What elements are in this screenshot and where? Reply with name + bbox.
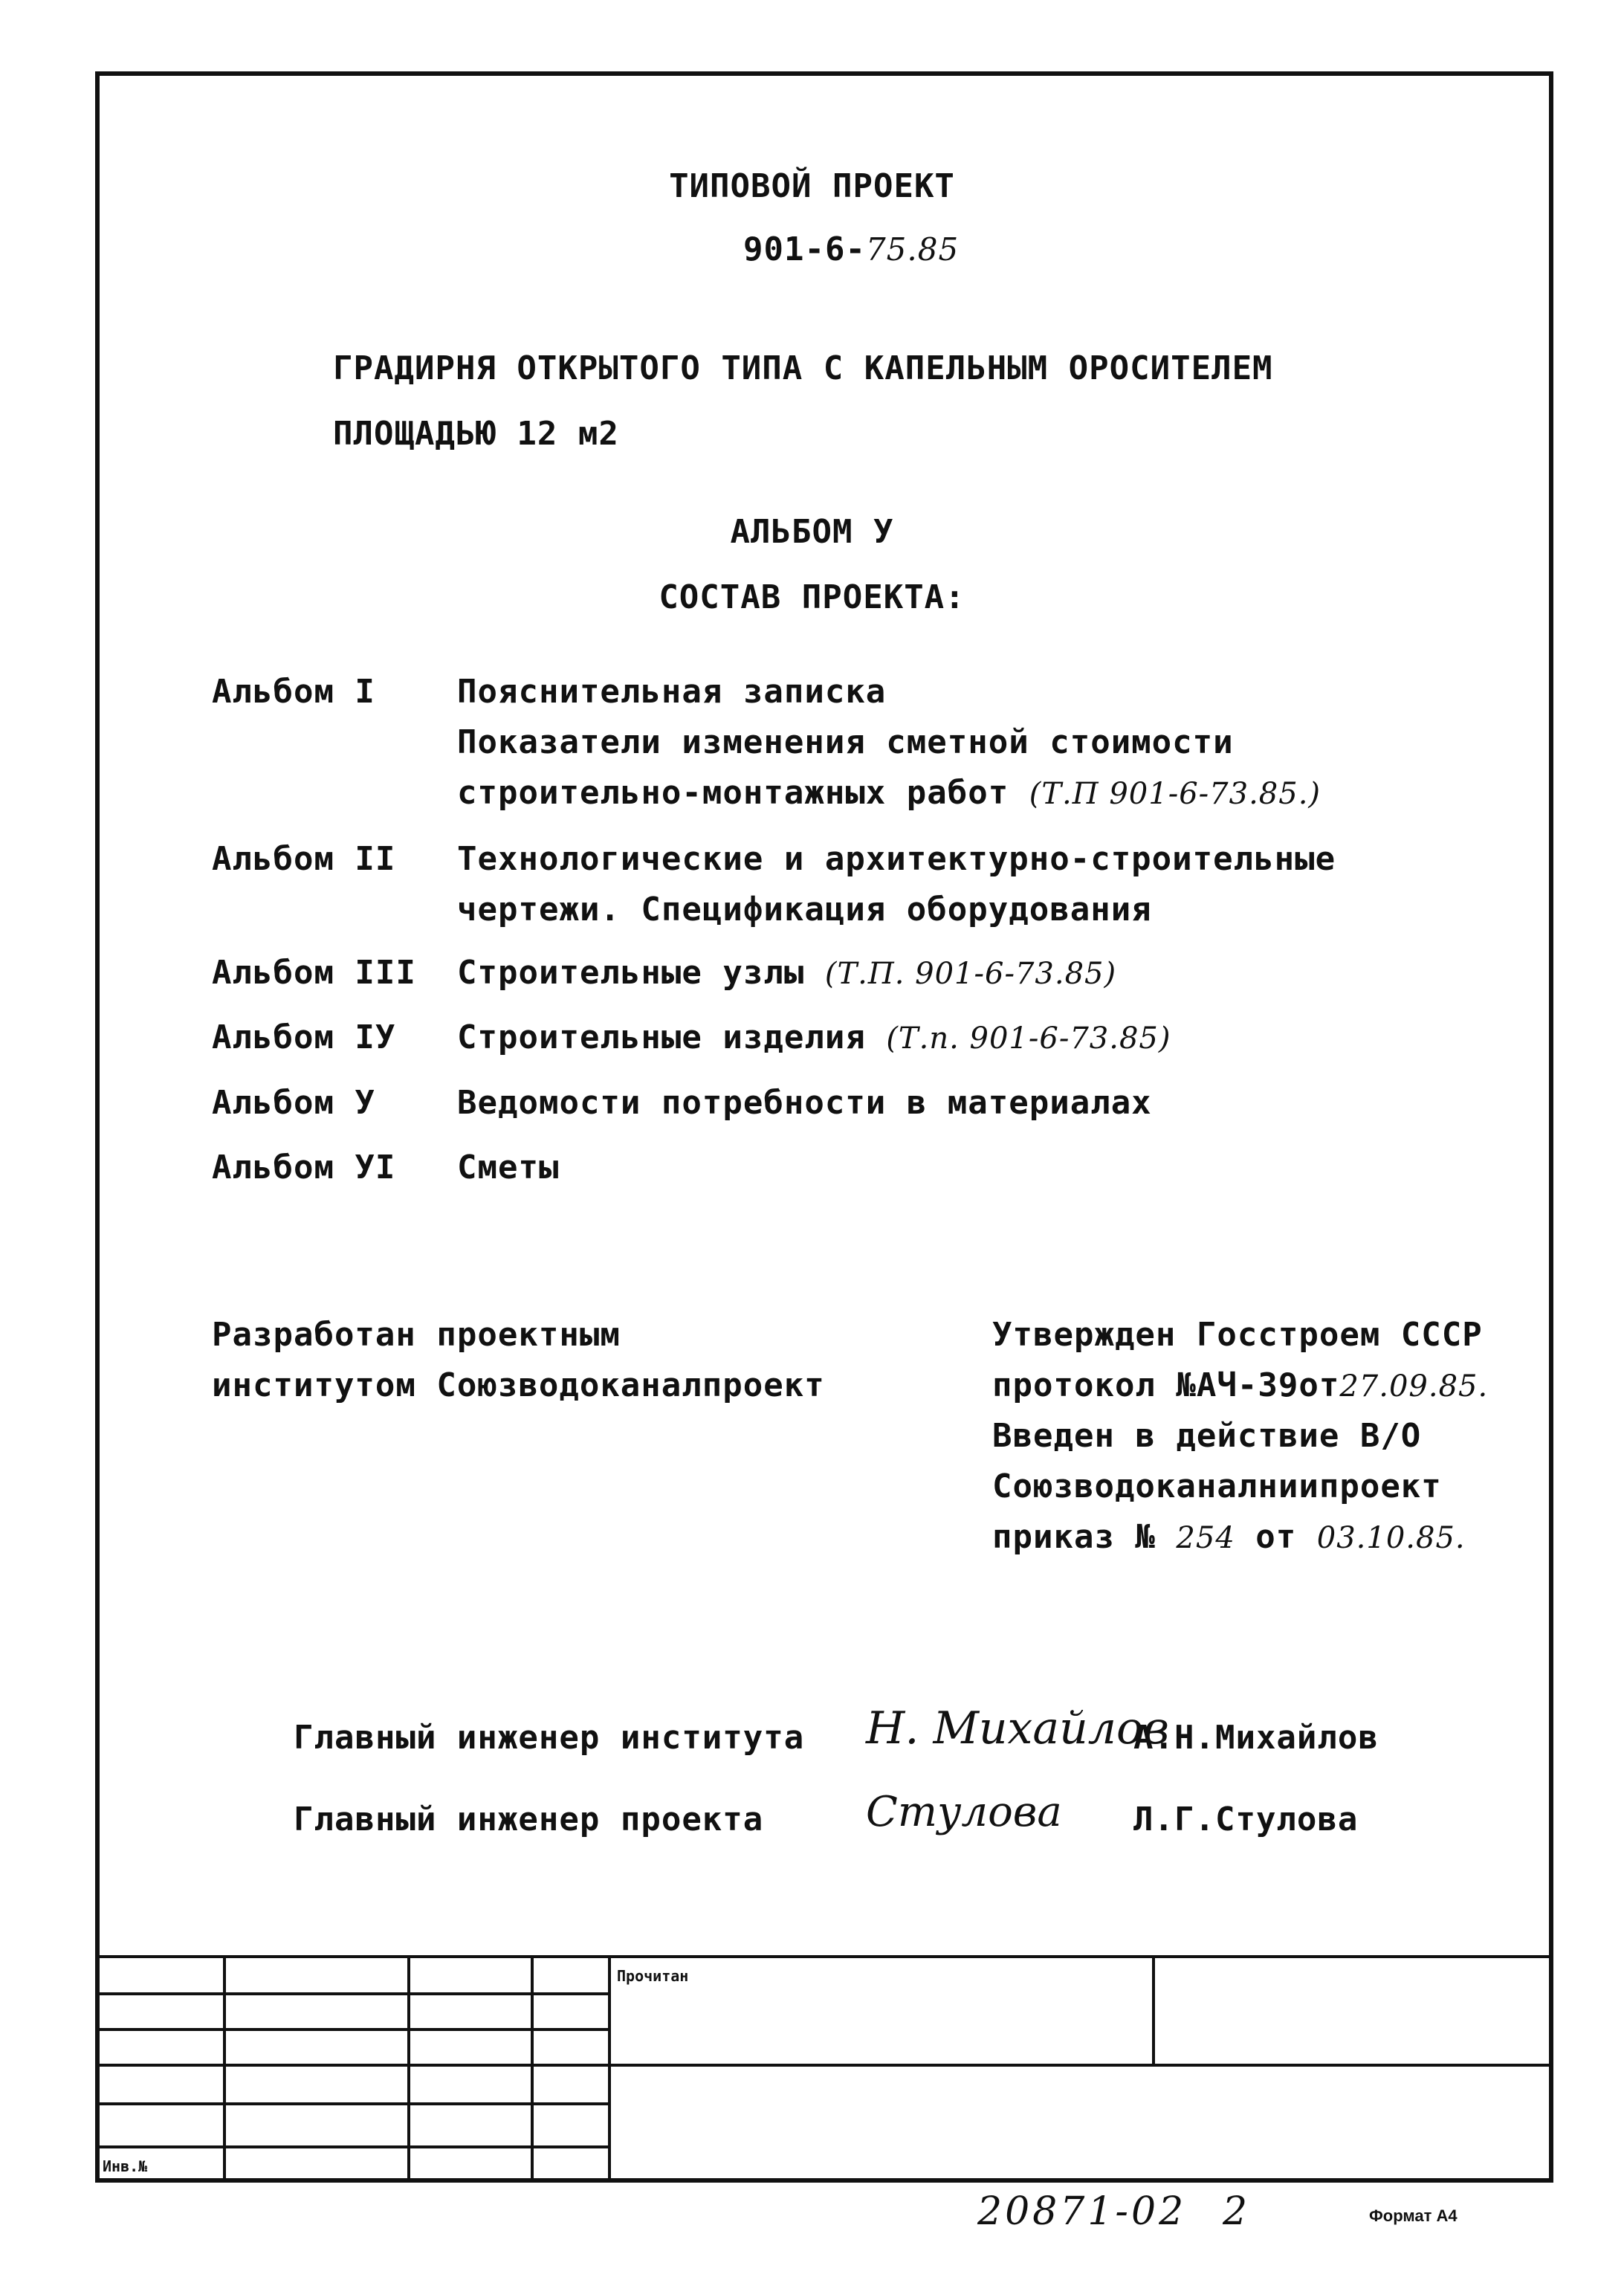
- composition-line: чертежи. Спецификация оборудования: [457, 891, 1152, 929]
- composition-line: Сметы: [457, 1149, 560, 1186]
- signature-handwritten: Н. Михайлов: [866, 1702, 1170, 1754]
- developed-line-1: Разработан проектным: [212, 1316, 621, 1354]
- project-code-prefix: 901-6-: [743, 230, 866, 268]
- composition-line-with-note: [457, 1018, 1171, 1056]
- page-frame: [95, 71, 1553, 2183]
- approved-line-3: Введен в действие В/О: [992, 1417, 1422, 1455]
- stamp-row-line: [95, 1992, 608, 1995]
- composition-line: Показатели изменения сметной стоимости: [457, 723, 1234, 761]
- composition-album-label: Альбом III: [212, 954, 416, 992]
- composition-album-label: Альбом У: [212, 1084, 375, 1122]
- album-heading: АЛЬБОМ У: [730, 513, 894, 551]
- composition-heading: СОСТАВ ПРОЕКТА:: [659, 578, 965, 616]
- composition-line: строительно-монтажных работ: [457, 774, 1009, 812]
- stamp-copied-label: Прочитан: [617, 1967, 689, 1985]
- footer-document-number: 20871-02: [977, 2189, 1187, 2234]
- composition-line: Технологические и архитектурно-строительные: [457, 840, 1336, 878]
- approved-line-2: [992, 1366, 1488, 1404]
- approved-order-prefix: приказ №: [992, 1518, 1156, 1556]
- approved-protocol: протокол №АЧ-39от: [992, 1366, 1340, 1404]
- stamp-divider: [531, 1955, 534, 2183]
- title-line-1: ГРАДИРНЯ ОТКРЫТОГО ТИПА С КАПЕЛЬНЫМ ОРОСИТЕЛЕМ: [333, 349, 1273, 387]
- stamp-row-line: [95, 2145, 608, 2148]
- composition-line-with-note: [457, 954, 1116, 992]
- signature-handwritten: Стулова: [866, 1788, 1062, 1836]
- stamp-divider: [223, 1955, 226, 2183]
- composition-line: Ведомости потребности в материалах: [457, 1084, 1152, 1122]
- composition-album-label: Альбом УI: [212, 1149, 396, 1186]
- approved-line-1: Утвержден Госстроем СССР: [992, 1316, 1483, 1354]
- signature-name: А.Н.Михайлов: [1133, 1719, 1379, 1757]
- handwritten-note: (Т.П 901-6-73.85.): [1029, 777, 1321, 811]
- approved-line-4: Союзводоканалниипроект: [992, 1467, 1442, 1505]
- composition-line: Строительные узлы: [457, 954, 805, 992]
- approved-line-5: [992, 1518, 1466, 1556]
- composition-line: Строительные изделия: [457, 1018, 866, 1056]
- stamp-divider: [608, 1955, 611, 2183]
- composition-album-label: Альбом I: [212, 673, 375, 711]
- composition-album-label: Альбом II: [212, 840, 396, 878]
- stamp-border-top: [95, 1955, 1553, 1958]
- stamp-divider: [1152, 1955, 1155, 2064]
- stamp-row-line: [95, 2064, 1553, 2067]
- composition-line: Пояснительная записка: [457, 673, 887, 711]
- approved-order-mid: от: [1255, 1518, 1297, 1556]
- developed-line-2: институтом Союзводоканалпроект: [212, 1366, 825, 1404]
- title-block: [95, 1955, 1553, 2183]
- stamp-row-line: [95, 2028, 608, 2031]
- approved-protocol-date: 27.09.85.: [1339, 1369, 1489, 1404]
- project-code: [743, 230, 959, 268]
- approved-order-number: 254: [1176, 1521, 1235, 1555]
- signature-name: Л.Г.Стулова: [1133, 1801, 1359, 1838]
- project-code-handwritten: 75.85: [865, 231, 960, 268]
- handwritten-note: (Т.П. 901-6-73.85): [824, 957, 1117, 991]
- signature-role: Главный инженер института: [294, 1719, 805, 1757]
- project-type-heading: ТИПОВОЙ ПРОЕКТ: [669, 167, 955, 205]
- handwritten-note: (Т.п. 901-6-73.85): [886, 1021, 1171, 1056]
- title-line-2: ПЛОЩАДЬЮ 12 м2: [333, 415, 619, 453]
- stamp-row-line: [95, 2102, 608, 2105]
- composition-line-with-note: [457, 774, 1321, 812]
- footer-format: Формат А4: [1369, 2206, 1458, 2225]
- approved-order-date: 03.10.85.: [1316, 1521, 1466, 1555]
- footer-page-number: 2: [1223, 2189, 1248, 2234]
- stamp-inventory-label: Инв.№: [103, 2157, 148, 2175]
- signature-role: Главный инженер проекта: [294, 1801, 764, 1838]
- composition-album-label: Альбом IУ: [212, 1018, 396, 1056]
- stamp-divider: [407, 1955, 410, 2183]
